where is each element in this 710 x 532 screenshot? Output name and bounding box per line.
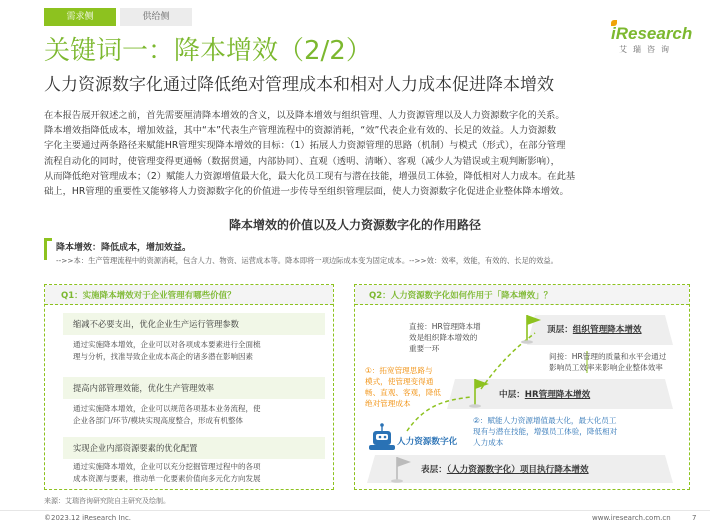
path-two-line: 人力成本 <box>473 438 504 447</box>
q1-item-body-line: 成本资源与要素，推动单一化要素价值向多元化方向发展 <box>73 474 261 483</box>
q1-header-text: Q1：实施降本增效对于企业管理有哪些价值？ <box>61 291 236 301</box>
middle-tier-prefix: 中层： <box>499 390 525 400</box>
page-number: 7 <box>692 514 697 522</box>
intro-line: 降本增效指降低成本，增加效益，其中“本”代表生产管理流程中的资源消耗，“效”代表企业有效的、长足的效益。人力资源数 <box>44 125 557 137</box>
q1-item-body-line: 理与分析，找准导致企业成本高企的诸多潜在影响因素 <box>73 352 253 361</box>
report-tabs <box>44 8 192 26</box>
q1-item-body-line: 通过实施降本增效，企业可以充分挖掘管理过程中的各项 <box>73 462 261 471</box>
middle-tier-label <box>499 388 590 400</box>
hr-digital-robot-icon <box>369 423 395 450</box>
intro-line: 流程自动化的同时，使管理变得更通畅（数据贯通，内部协同）、直观（透明、清晰）、客观（减少人为错误或主观判断影响）， <box>44 155 560 167</box>
footer-website[interactable]: www.iresearch.com.cn <box>592 514 671 522</box>
q1-panel <box>44 284 334 490</box>
middle-tier-text: HR管理降本增效 <box>524 390 591 400</box>
path-two-line: 现有与潜在技能，增强员工体验，降低相对 <box>473 427 618 436</box>
direct-note <box>409 321 481 354</box>
q1-item-body <box>73 339 325 363</box>
indirect-note-line: 间接：HR管理的质量和水平会通过 <box>549 352 667 361</box>
q1-item-title: 实现企业内部资源要素的优化配置 <box>63 437 325 459</box>
hr-digital-label: 人力资源数字化 <box>397 437 458 447</box>
direct-note-line: 效是组织降本增效的 <box>409 333 478 342</box>
path-one-line: 畅、直观、客观，降低 <box>365 388 441 397</box>
top-tier-label <box>547 323 642 335</box>
intro-line: 从而降低绝对管理成本；（2）赋能人力资源增值最大化，最大化员工现有与潜在技能，增强员工体验，降低相对人力成本。在此基 <box>44 170 576 182</box>
q1-header <box>45 285 333 305</box>
path-one-line: 绝对管理成本 <box>365 399 411 408</box>
indirect-note-line: 影响员工效率来影响企业整体效率 <box>549 363 663 372</box>
q1-item-title: 提高内部管理效能，优化生产管理效率 <box>63 377 325 399</box>
definition-corner-mark <box>44 238 52 260</box>
tab-supply-side[interactable]: 供给侧 <box>120 8 192 26</box>
direct-note-line: 重要一环 <box>409 344 440 353</box>
q2-panel <box>354 284 690 490</box>
logo-subtitle: 艾瑞咨询 <box>619 45 675 54</box>
path-one-note <box>365 365 441 409</box>
intro-line: 在本报告展开叙述之前，首先需要厘清降本增效的含义，以及降本增效与组织管理、人力资源管理以及人力资源数字化的关系。 <box>44 110 565 121</box>
section-title: 降本增效的价值以及人力资源数字化的作用路径 <box>228 218 481 232</box>
q1-item-title: 缩减不必要支出，优化企业生产运行管理参数 <box>63 313 325 335</box>
q2-header-text: Q2：人力资源数字化如何作用于「降本增效」？ <box>369 291 553 301</box>
q1-item-body-line: 通过实施降本增效，企业可以规范各项基本业务流程，使 <box>73 404 261 413</box>
bottom-tier-label <box>421 463 589 475</box>
path-two-note <box>473 415 617 448</box>
q1-item-body <box>73 461 325 485</box>
footer-divider <box>0 510 710 511</box>
path-one-line: 模式，使管理变得通 <box>365 377 434 386</box>
q1-item-body-line: 通过实施降本增效，企业可以对各项成本要素进行全面梳 <box>73 340 261 349</box>
path-one-line: ①：拓宽管理思路与 <box>365 366 433 375</box>
iresearch-logo <box>603 18 693 58</box>
intro-line: 础上，HR管理的重要性又能够将人力资源数字化的价值进一步传导至组织管理层面，使人力资源数字化促进企业整体降本增效。 <box>44 186 569 198</box>
intro-paragraph <box>44 108 688 199</box>
source-note: 来源：艾瑞咨询研究院自主研究及绘制。 <box>44 497 170 505</box>
q1-item-body <box>73 403 325 427</box>
tab-demand-side[interactable]: 需求侧 <box>44 8 116 26</box>
page-subtitle: 人力资源数字化通过降低绝对管理成本和相对人力成本促进降本增效 <box>44 75 554 95</box>
direct-note-line: 直接：HR管理降本增 <box>409 322 481 331</box>
bottom-tier-text: （人力资源数字化）项目执行降本增效 <box>446 465 589 475</box>
bottom-tier-prefix: 表层： <box>421 465 447 475</box>
page-title: 关键词一：降本增效（2/2） <box>44 36 372 66</box>
intro-line: 字化主要通过两条路径来赋能HR管理实现降本增效的目标：（1）拓展人力资源管理的思路（机制）与模式（形式），在部分管理 <box>44 140 566 152</box>
definition-title: 降本增效：降低成本，增加效益。 <box>56 243 192 253</box>
footer-copyright: ©2023.12 iResearch Inc. <box>44 514 132 522</box>
q1-item-body-line: 企业各部门/环节/模块实现高度整合，形成有机整体 <box>73 416 244 425</box>
logo-word: iResearch <box>611 24 693 43</box>
indirect-note <box>549 351 666 373</box>
definition-body: -->>本：生产管理流程中的资源消耗，包含人力、物资、运营成本等。降本即将一项边际成本变为固定成本。-->>效：效率，效能，有效的、长足的效益。 <box>56 256 558 265</box>
top-tier-text: 组织管理降本增效 <box>572 325 642 335</box>
path-two-line: ②：赋能人力资源增值最大化，最大化员工 <box>473 416 617 425</box>
top-tier-prefix: 顶层： <box>547 325 573 335</box>
